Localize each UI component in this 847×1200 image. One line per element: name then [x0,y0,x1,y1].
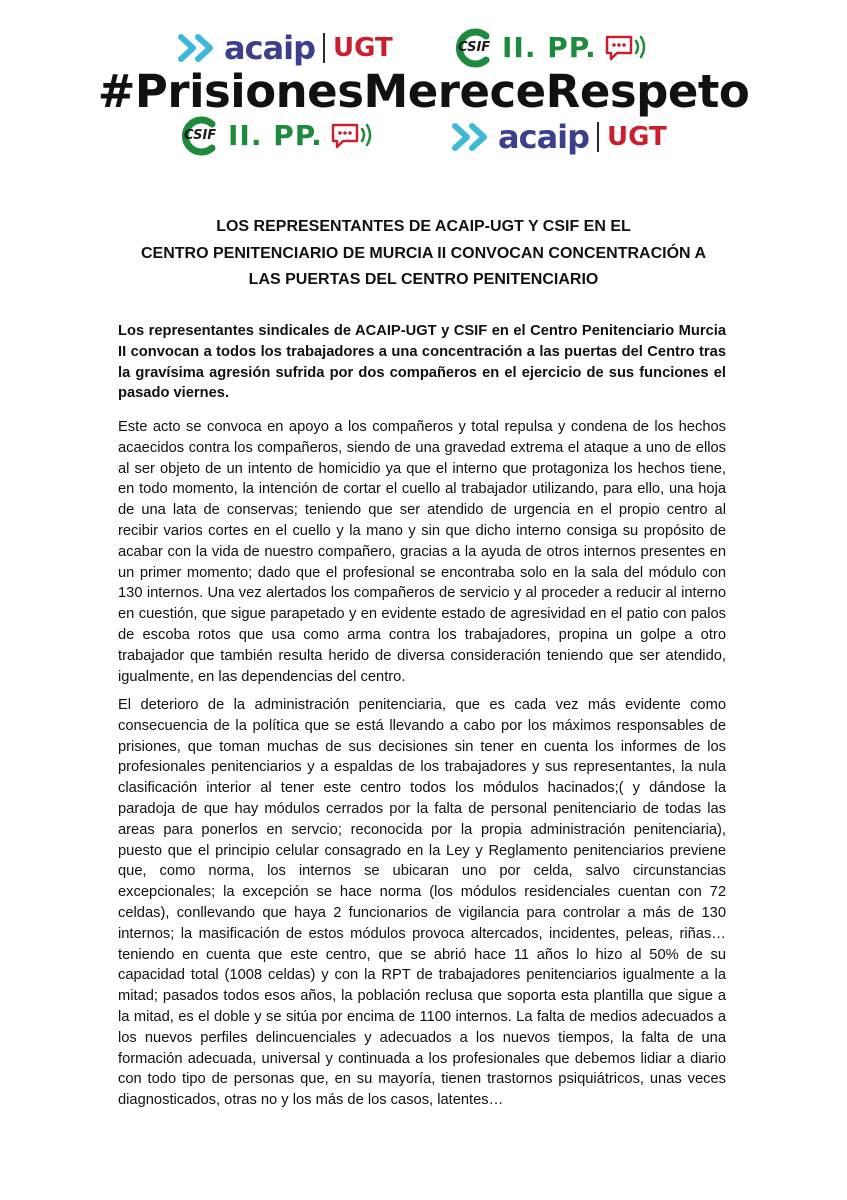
logo-divider [323,33,325,63]
chevron-icon [452,122,494,152]
title-line: LOS REPRESENTANTES DE ACAIP-UGT Y CSIF EN EL [216,218,631,235]
csif-badge-text: CSIF [458,40,491,55]
logo-divider [597,122,599,152]
title-line: CENTRO PENITENCIARIO DE MURCIA II CONVOCAN CONCENTRACIÓN A [140,244,707,262]
title-line: LAS PUERTAS DEL CENTRO PENITENCIARIO [248,271,599,288]
acaip-brand: acaip [498,118,590,156]
body-paragraph: El deterioro de la administración penitenciaria, que es cada vez más evidente como consecuencia de la política que se está llevando a cabo por los máximos responsables de prisiones, que toman muchas de sus decisiones sin tener en cuenta los informes de los profesionales penitenciarios y a espaldas de los trabajadores y sus representantes, la nula clasificación interior al tener este centro todos los módulos hacinados;( y dándose la paradoja de que hay módulos cerrados por la falta de personal penitenciario de todas las areas para ponerlos en servcio; reconocida por la propia administración penitenciaria), puesto que el principio celular consagrado en la Ley y Reglamento penitenciarios previene que, como norma, los internos se ubicaran uno por celda, salvo circunstancias excepcionales; la excepción se hace norma (los módulos residenciales cuentan con 72 celdas), conllevando que haya 2 funcionarios de vigilancia para controlar a más de 130 internos; la masificación de estos módulos provoca altercados, incidentes, peleas, riñas… teniendo en cuenta que este centro, que se abrió hace 11 años lo hizo al 50% de su capacidad total (1008 celdas) y con la RPT de trabajadores penitenciarios igualmente a la mitad; pasados todos esos años, la población reclusa que soporta esta plantilla que sigue a la mitad, es el doble y se sitúa por encima de 1100 internos. La falta de medios adecuados a los nuevos perfiles delincuenciales y adecuados a los nuevos tiempos, la falta de una formación adecuada, universal y continuada a los profesionales que debemos lidiar a diario con todo tipo de personas que, en su mayoría, tienen trastornos psiquiátricos, unas veces diagnosticados, otras no y los más de los casos, latentes… [118,697,726,1109]
ugt-brand: UGT [333,33,393,63]
document-title [60,214,787,294]
ugt-brand: UGT [607,122,667,152]
campaign-hashtag: #PrisionesMereceRespeto [97,65,750,118]
csif-label: II. PP. [502,31,597,64]
csif-label: II. PP. [228,119,323,152]
csif-badge [178,116,222,156]
acaip-brand: acaip [224,29,316,67]
chevron-icon [178,33,220,63]
csif-logo-bottom [178,114,375,158]
csif-badge-text: CSIF [184,128,217,143]
body-paragraph: Este acto se convoca en apoyo a los compañeros y total repulsa y condena de los hechos acaecidos contra los compañeros, siendo de una gravedad extrema el ataque a uno de ellos al ser objeto de un intento de homicidio ya que el interno que protagoniza los hechos tiene, en todo momento, la intención de cortar el cuello al trabajador utilizando, para ello, una hoja de una lata de conservas; teniendo que ser atendido de urgencia en el propio centro al recibir varios cortes en el cuello y la mano y sin que dicho interno consiga su propósito de acabar con la vida de nuestro compañero, gracias a la ayuda de otros internos presentes en un primer momento; dado que el profesional se encontraba solo en la sala del módulo con 130 internos. Una vez alertados los compañeros de servicio y al proceder a reducir al interno en cuestión, que sigue parapetado y en evidente estado de agresividad en el patio con palos de escoba rotos que usa como arma contra los trabajadores, propina un golpe a otro trabajador que también resulta herido de diversa consideración teniendo que ser atendido, igualmente, en las dependencias del centro. [118,419,726,685]
acaip-ugt-logo-bottom [452,117,667,157]
speech-bubble-icon [603,32,649,64]
lead-paragraph: Los representantes sindicales de ACAIP-UGT y CSIF en el Centro Penitenciario Murcia II convocan a todos los trabajadores a una concentración a las puertas del Centro tras la gravísima agresión sufrida por dos compañeros en el ejercicio de sus funciones el pasado viernes. [118,323,726,402]
speech-bubble-icon [329,120,375,152]
